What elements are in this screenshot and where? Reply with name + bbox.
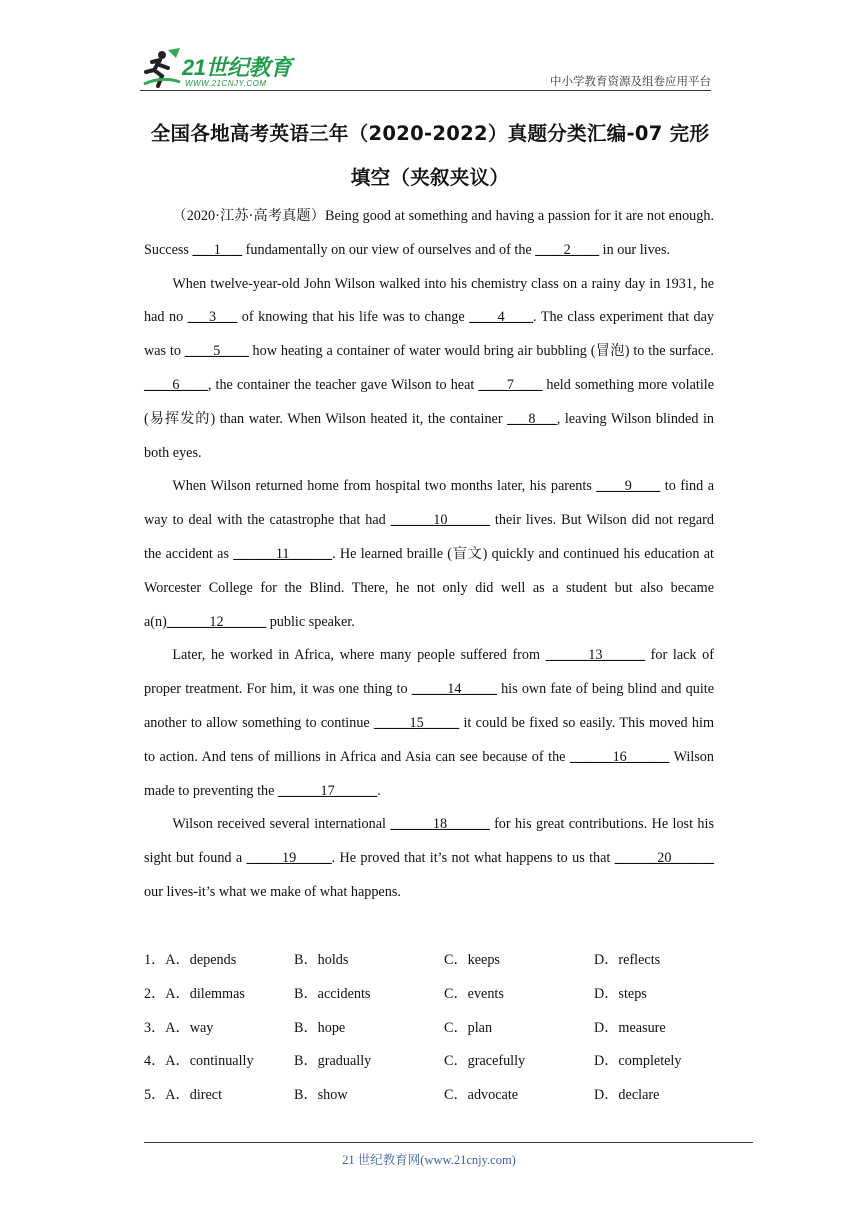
passage-text: （2020·江苏·高考真题）Being good at something and having a passion for it are not enough. Success	[144, 208, 714, 258]
option-c[interactable]: C．events	[444, 985, 504, 1002]
passage-text: his own fate of being blind and quite another to allow something to continue	[144, 681, 714, 731]
option-c[interactable]: C．plan	[444, 1019, 493, 1036]
cloze-passage	[144, 200, 714, 910]
option-a[interactable]	[144, 978, 245, 1012]
question-number: 2．	[144, 985, 166, 1002]
question-options-row	[144, 1045, 744, 1079]
paragraph	[144, 470, 714, 639]
passage-text: public speaker.	[266, 613, 355, 630]
option-d[interactable]: D．reflects	[594, 952, 661, 968]
header-tagline: 中小学教育资源及组卷应用平台	[550, 74, 711, 88]
answer-blank[interactable]: ____6____	[144, 376, 208, 393]
option-b[interactable]: B．accidents	[294, 985, 371, 1002]
logo-url: WWW.21CNJY.COM	[185, 79, 267, 88]
passage-text: it could be fixed so easily. This moved him to action. And tens of millions in Africa and Asia can see because of the	[144, 714, 714, 765]
answer-blank[interactable]: ___3___	[187, 309, 238, 326]
footer-link[interactable]: 21 世纪教育网(www.21cnjy.com)	[342, 1153, 516, 1167]
option-a-text: A．way	[165, 1019, 214, 1036]
question-number: 4．	[144, 1053, 166, 1070]
page-header	[140, 40, 711, 90]
passage-text: Wilson made to preventing the	[144, 748, 714, 799]
passage-text: in our lives.	[599, 241, 671, 258]
answer-blank[interactable]: _____15_____	[374, 714, 460, 731]
option-a[interactable]	[144, 1045, 254, 1079]
title-line-2: 填空（夹叙夹议）	[350, 166, 510, 189]
answer-blank[interactable]: ____7____	[478, 376, 543, 393]
answer-blank[interactable]: ___1___	[192, 241, 243, 258]
passage-text: Wilson received several international	[172, 816, 391, 833]
passage-text: .	[377, 782, 381, 799]
footer-divider	[144, 1142, 753, 1143]
option-a[interactable]	[144, 944, 236, 978]
option-b[interactable]: B．hope	[294, 1019, 346, 1036]
passage-text: When twelve-year-old John Wilson walked into his chemistry class on a rainy day in 1931, he had no	[144, 275, 714, 326]
option-a-text: A．dilemmas	[165, 985, 245, 1002]
option-a-text: A．continually	[165, 1053, 254, 1070]
passage-text: When Wilson returned home from hospital two months later, his parents	[172, 478, 597, 495]
logo-text: 21世纪教育	[182, 55, 292, 80]
passage-text: for lack of proper treatment. For him, it was one thing to	[144, 647, 714, 698]
passage-text: of knowing that his life was to change	[237, 309, 470, 326]
passage-text: . He proved that it’s not what happens to us that	[331, 850, 615, 867]
option-d[interactable]: D．declare	[594, 1087, 660, 1104]
passage-text: Later, he worked in Africa, where many people suffered from	[172, 647, 546, 664]
answer-blank[interactable]: ______10______	[390, 512, 490, 529]
option-b[interactable]: B．holds	[294, 952, 349, 968]
answer-blank[interactable]: ______20______	[614, 850, 714, 867]
option-a[interactable]	[144, 1012, 213, 1046]
passage-text: , the container the teacher gave Wilson to heat	[207, 376, 479, 393]
option-c[interactable]: C．keeps	[444, 952, 500, 968]
passage-text: for his great contributions. He lost his sight but found a	[144, 816, 714, 867]
answer-blank[interactable]: ____5____	[184, 343, 249, 360]
answer-blank[interactable]: _____19_____	[246, 850, 332, 867]
passage-text: . He learned braille (盲文) quickly and continued his education at Worcester College for the Blind. There, he not only did well as a student but also became a(n)	[144, 545, 714, 630]
header-divider	[140, 90, 711, 91]
answer-blank[interactable]: ____9____	[596, 478, 661, 495]
answer-blank[interactable]: ____4____	[469, 309, 534, 326]
passage-text: their lives. But Wilson did not regard the accident as	[144, 512, 714, 562]
option-b[interactable]: B．gradually	[294, 1053, 372, 1070]
paragraph	[144, 200, 714, 268]
site-logo[interactable]	[140, 46, 340, 90]
question-options-row	[144, 1012, 744, 1046]
runner-logo-icon	[140, 46, 184, 90]
option-a-text: A．depends	[165, 952, 237, 968]
question-options-row	[144, 1079, 744, 1113]
passage-text: how heating a container of water would bring air bubbling (冒泡) to the surface.	[248, 343, 714, 360]
answer-blank[interactable]: ______11______	[233, 545, 333, 562]
option-b[interactable]: B．show	[294, 1087, 348, 1104]
question-options-row	[144, 944, 744, 978]
answer-blank[interactable]: _____14_____	[411, 681, 497, 698]
question-number: 5．	[144, 1087, 166, 1104]
paragraph	[144, 808, 714, 909]
option-c[interactable]: C．gracefully	[444, 1053, 526, 1070]
option-d[interactable]: D．completely	[594, 1053, 682, 1070]
passage-text: fundamentally on our view of ourselves and of the	[242, 241, 536, 258]
option-a-text: A．direct	[165, 1087, 223, 1104]
title-line-1: 全国各地高考英语三年（2020-2022）真题分类汇编-07 完形	[150, 122, 710, 145]
answer-blank[interactable]: ______18______	[390, 816, 490, 833]
question-options-row	[144, 978, 744, 1012]
option-c[interactable]: C．advocate	[444, 1087, 519, 1104]
answer-blank[interactable]: ______17______	[277, 782, 378, 799]
question-number: 1．	[144, 952, 166, 968]
answer-blank[interactable]: ______16______	[570, 748, 670, 765]
answer-blank[interactable]: ______13______	[545, 647, 646, 664]
answer-options	[144, 944, 744, 1113]
passage-text: , leaving Wilson blinded in both eyes.	[144, 410, 714, 461]
passage-text: to find a way to deal with the catastrophe that had	[144, 478, 715, 529]
option-d[interactable]: D．steps	[594, 985, 647, 1002]
passage-text: our lives-it’s what we make of what happens.	[144, 883, 401, 900]
paragraph	[144, 268, 714, 471]
option-d[interactable]: D．measure	[594, 1019, 666, 1036]
option-a[interactable]	[144, 1079, 222, 1113]
question-number: 3．	[144, 1019, 166, 1036]
document-title	[140, 112, 720, 200]
paragraph	[144, 639, 714, 808]
answer-blank[interactable]: ______12______	[166, 613, 267, 630]
answer-blank[interactable]: ____2____	[535, 241, 600, 258]
answer-blank[interactable]: ___8___	[507, 410, 557, 427]
passage-text: . The class experiment that day was to	[144, 309, 714, 360]
passage-text: held something more volatile (易挥发的) than water. When Wilson heated it, the container	[144, 376, 715, 427]
